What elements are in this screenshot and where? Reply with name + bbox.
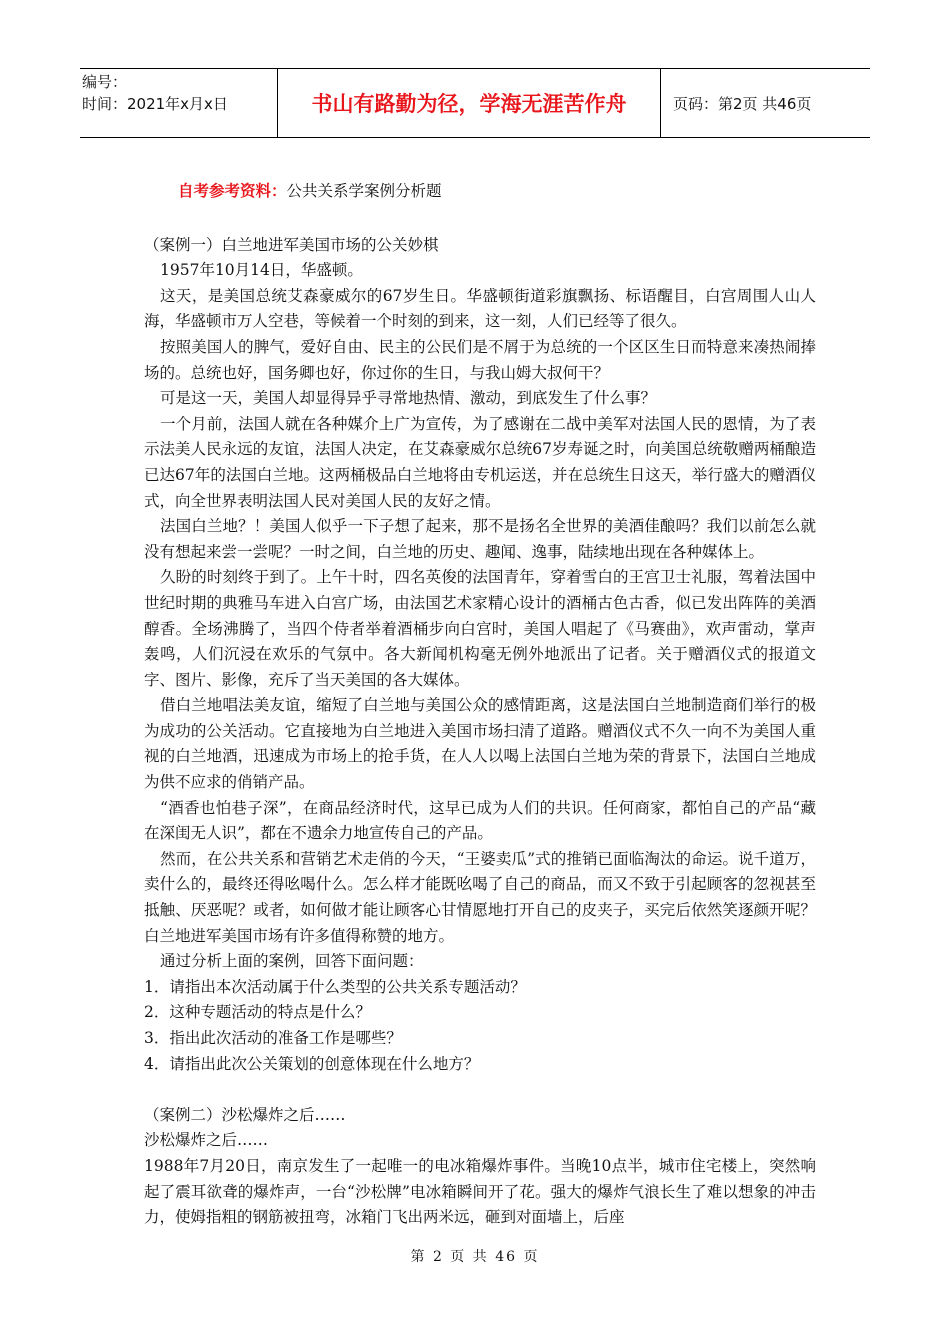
paragraph: 可是这一天，美国人却显得异乎寻常地热情、激动，到底发生了什么事？ [160, 389, 657, 408]
paragraph: 1988年7月20日，南京发生了一起唯一的电冰箱爆炸事件。当晚10点半，城市住宅楼上，突然响起了震耳欲聋的爆炸声，一台“沙松牌”电冰箱瞬间开了花。强大的爆炸气浪长生了难以想象的冲击力，使姆指粗的钢筋被扭弯，冰箱门飞出两米远，砸到对面墙上，后座 [144, 1156, 816, 1227]
header-page-info: 页码：第2页 共46页 [673, 94, 812, 113]
header-number: 编号： [82, 73, 128, 91]
paragraph: 久盼的时刻终于到了。上午十时，四名英俊的法国青年，穿着雪白的王宫卫士礼服，驾着法国中世纪时期的典雅马车进入白宫广场，由法国艺术家精心设计的酒桶古色古香，似已发出阵阵的美酒醇香。全场沸腾了，当四个侍者举着酒桶步向白宫时，美国人唱起了《马赛曲》，欢声雷动，掌声轰鸣，人们沉浸在欢乐的气氛中。各大新闻机构毫无例外地派出了记者。关于赠酒仪式的报道文字、图片、影像，充斥了当天美国的各大媒体。 [144, 568, 816, 689]
case2-title: （案例二）沙松爆炸之后…… [144, 1105, 346, 1124]
question-item: 2．这种专题活动的特点是什么？ [144, 1003, 371, 1022]
header-meta [80, 69, 278, 137]
questions-intro: 通过分析上面的案例，回答下面问题： [160, 952, 424, 971]
question-item: 1．请指出本次活动属于什么类型的公共关系专题活动？ [144, 977, 526, 996]
paragraph: 按照美国人的脾气，爱好自由、民主的公民们是不屑于为总统的一个区区生日而特意来凑热闹捧场的。总统也好，国务卿也好，你过你的生日，与我山姆大叔何干？ [144, 337, 816, 382]
paragraph: “酒香也怕巷子深”，在商品经济时代，这早已成为人们的共识。任何商家，都怕自己的产品“藏在深闺无人识”，都在不遗余力地宣传自己的产品。 [144, 798, 816, 843]
paragraph: 法国白兰地？！美国人似乎一下子想了起来，那不是扬名全世界的美酒佳酿吗？我们以前怎么就没有想起来尝一尝呢？一时之间，白兰地的历史、趣闻、逸事，陆续地出现在各种媒体上。 [144, 517, 816, 561]
paragraph: 一个月前，法国人就在各种媒介上广为宣传，为了感谢在二战中美军对法国人民的恩情，为了表示法美人民永远的友谊，法国人决定，在艾森豪威尔总统67岁寿诞之时，向美国总统敬赠两桶酿造已达67年的法国白兰地。这两桶极品白兰地将由专机运送，并在总统生日这天，举行盛大的赠酒仪式，向全世界表明法国人民对美国人民的友好之情。 [144, 414, 816, 510]
case1-title: （案例一）白兰地进军美国市场的公关妙棋 [144, 235, 439, 254]
page-footer: 第 2 页 共 46 页 [410, 1249, 540, 1265]
question-item: 3．指出此次活动的准备工作是哪些？ [144, 1029, 402, 1047]
header-motto: 书山有路勤为径，学海无涯苦作舟 [278, 69, 661, 137]
paragraph: 这天，是美国总统艾森豪威尔的67岁生日。华盛顿街道彩旗飘扬、标语醒目，白宫周围人山人海，华盛顿市万人空巷，等候着一个时刻的到来，这一刻，人们已经等了很久。 [144, 286, 816, 331]
paragraph: 借白兰地唱法美友谊，缩短了白兰地与美国公众的感情距离，这是法国白兰地制造商们举行的极为成功的公关活动。它直接地为白兰地进入美国市场扫清了道路。赠酒仪式不久一向不为美国人重视的白兰地酒，迅速成为市场上的抢手货，在人人以喝上法国白兰地为荣的背景下，法国白兰地成为供不应求的俏销产品。 [144, 696, 816, 792]
case2-subtitle: 沙松爆炸之后…… [144, 1131, 269, 1150]
document-title [144, 178, 816, 205]
paragraph: 1957年10月14日，华盛顿。 [160, 261, 363, 280]
document-body [144, 178, 816, 1231]
header-time: 时间：2021年x月x日 [82, 95, 228, 113]
paragraph: 然而，在公共关系和营销艺术走俏的今天，“王婆卖瓜”式的推销已面临淘汰的命运。说千道万，卖什么的，最终还得吆喝什么。怎么样才能既吆喝了自己的商品，而又不致于引起顾客的忽视甚至抵触、厌恶呢？或者，如何做才能让顾客心甘情愿地打开自己的皮夹子，买完后依然笑逐颜开呢？白兰地进军美国市场有许多值得称赞的地方。 [144, 849, 816, 945]
title-text: 公共关系学案例分析题 [286, 182, 442, 200]
spacer [144, 1077, 816, 1103]
page-header [80, 68, 870, 138]
title-prefix: 自考参考资料： [178, 181, 287, 200]
question-item: 4．请指出此次公关策划的创意体现在什么地方？ [144, 1054, 480, 1073]
